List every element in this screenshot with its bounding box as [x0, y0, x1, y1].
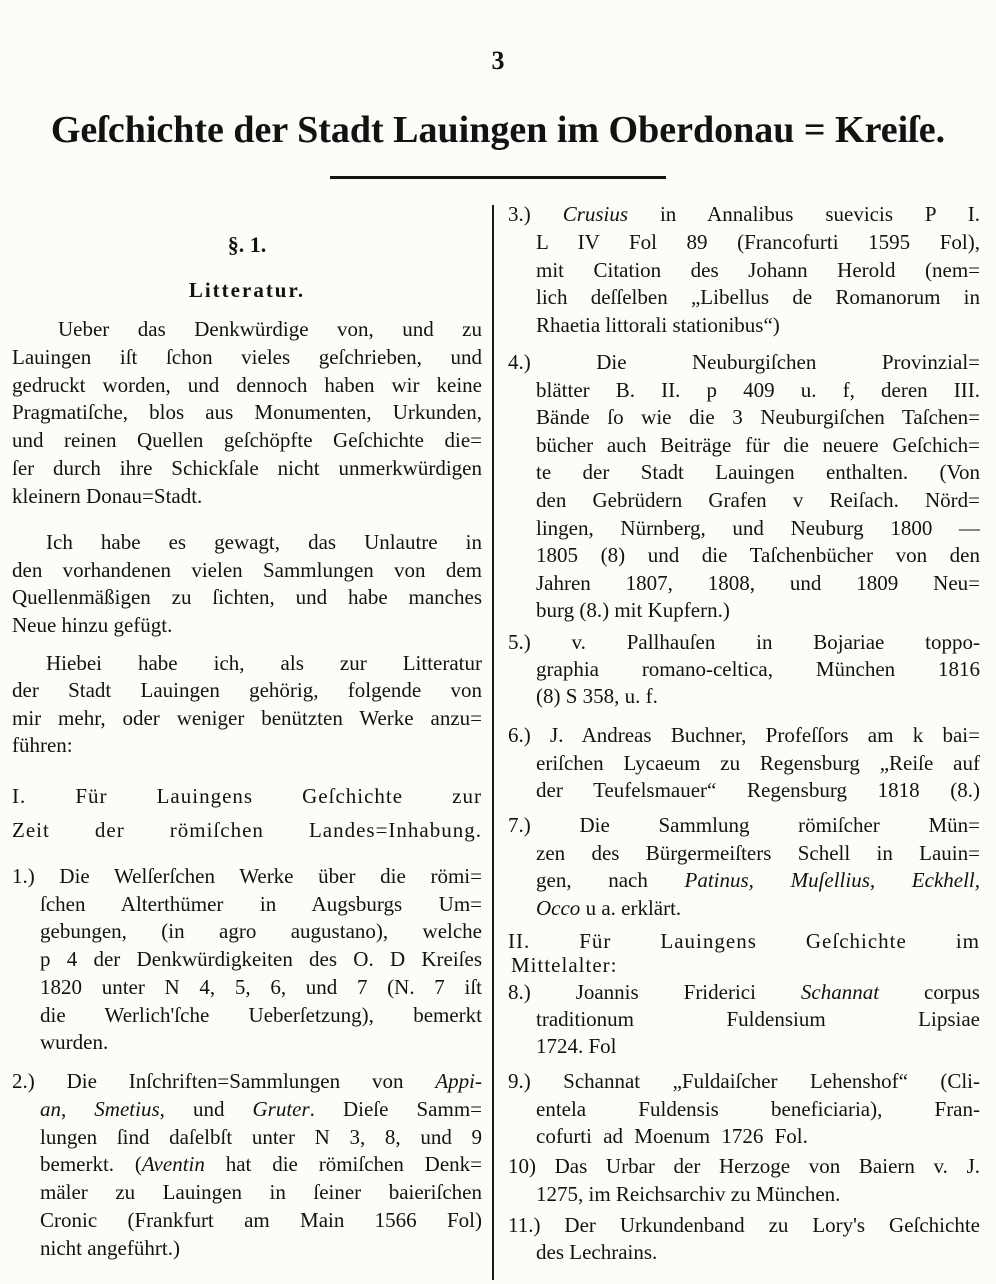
- item-line: lungen ſind daſelbſt unter N 3, 8, und 9: [40, 1124, 482, 1149]
- page-number: 3: [491, 46, 505, 75]
- item-line: des Lechrains.: [536, 1240, 658, 1264]
- paragraph-line: Hiebei habe ich, als zur Litteratur: [46, 651, 482, 675]
- item-line: 4.) Die Neuburgiſchen Provinzial=: [508, 350, 980, 374]
- item-line: 7.) Die Sammlung römiſcher Mün=: [508, 813, 980, 837]
- item-line: Bände ſo wie die 3 Neuburgiſchen Taſchen=: [536, 405, 980, 430]
- item-text: 3.): [508, 202, 563, 226]
- item-line: Rhaetia littorali stationibus“): [536, 313, 780, 337]
- item-line: wurden.: [40, 1030, 109, 1055]
- item-text: 8.) Joannis Friderici: [508, 980, 801, 1004]
- item-text: hat die römiſchen Denk=: [204, 1152, 483, 1177]
- item-line: burg (8.) mit Kupfern.): [536, 598, 730, 623]
- item-line: [12, 1068, 482, 1096]
- item-line: nicht angeführt.): [40, 1235, 180, 1260]
- title-rule: [330, 176, 666, 179]
- item-line: 6.) J. Andreas Buchner, Profeſſors am k bai=: [508, 723, 980, 747]
- paragraph-line: den vorhandenen vielen Sammlungen von dem: [12, 557, 482, 582]
- item-line: entela Fuldensis beneficiaria), Fran-: [536, 1096, 980, 1121]
- item-line: lich deſſelben „Libellus de Romanorum in: [536, 285, 980, 310]
- author-name: Occo: [536, 896, 581, 921]
- item-line: 9.) Schannat „Fuldaiſcher Lehenshof“ (Cli-: [508, 1069, 980, 1093]
- item-line: 10) Das Urbar der Herzoge von Baiern v. J.: [508, 1154, 980, 1178]
- author-name: Appi-: [435, 1069, 482, 1093]
- item-line: [508, 867, 980, 895]
- item-line: der Teufelsmauer“ Regensburg 1818 (8.): [536, 778, 980, 802]
- paragraph-line: führen:: [12, 732, 73, 757]
- item-line: [508, 201, 980, 229]
- item-text: gen, nach: [536, 868, 685, 893]
- paragraph-line: der Stadt Lauingen gehörig, folgende von: [12, 678, 482, 703]
- bibliography-item-8: [508, 979, 980, 1060]
- item-line: zen des Bürgermeiſters Schell in Lauin=: [536, 840, 980, 865]
- paragraph-line: und reinen Quellen geſchöpfte Geſchichte die=: [12, 428, 482, 453]
- medieval-heading: [508, 929, 980, 977]
- paragraph-line: Ueber das Denkwürdige von, und zu: [58, 317, 482, 341]
- column-divider: [492, 205, 494, 1280]
- bibliography-item-10: [508, 1152, 980, 1208]
- author-name: Aventin: [141, 1152, 205, 1177]
- bibliography-item-6: [508, 722, 980, 805]
- item-line: graphia romano-celtica, München 1816: [536, 657, 980, 681]
- roman-era-heading: [12, 779, 482, 847]
- item-line: Cronic (Frankfurt am Main 1566 Fol): [40, 1207, 482, 1232]
- author-name: an, Smetius: [40, 1096, 160, 1121]
- item-line: 1820 unter N 4, 5, 6, und 7 (N. 7 iſt: [40, 974, 482, 999]
- item-line: 1.) Die Welſerſchen Werke über die römi=: [12, 864, 482, 888]
- author-name: Patinus, Muſellius, Eckhell,: [684, 868, 981, 893]
- bibliography-item-1: [12, 863, 482, 1057]
- intro-paragraph: [12, 316, 482, 511]
- item-line: cofurti ad Moenum 1726 Fol.: [536, 1124, 808, 1148]
- item-line: [508, 895, 980, 923]
- paragraph-line: Pragmatiſche, blos aus Monumenten, Urkunden,: [12, 400, 482, 425]
- item-text: u a. erklärt.: [580, 896, 682, 921]
- item-line: den Gebrüdern Grafen v Reiſach. Nörd=: [536, 487, 980, 512]
- item-line: L IV Fol 89 (Francofurti 1595 Fol),: [536, 229, 980, 254]
- bibliography-item-4: [508, 349, 980, 625]
- item-text: in Annalibus suevicis P I.: [628, 202, 980, 226]
- item-line: 11.) Der Urkundenband zu Lory's Geſchichte: [508, 1213, 980, 1237]
- bibliography-item-5: [508, 629, 980, 710]
- section-mark: §. 1.: [227, 232, 267, 257]
- page-title: Geſchichte der Stadt Lauingen im Oberdonau = Kreiſe.: [50, 109, 946, 151]
- item-line: ſchen Alterthümer in Augsburgs Um=: [40, 891, 482, 916]
- item-line: gebungen, (in agro augustano), welche: [40, 919, 482, 944]
- author-name: Crusius: [562, 202, 629, 226]
- bibliography-item-9: [508, 1068, 980, 1151]
- paragraph-line: Lauingen iſt ſchon vieles geſchrieben, und: [12, 344, 482, 369]
- bibliography-item-11: [508, 1212, 980, 1266]
- item-line: Jahren 1807, 1808, und 1809 Neu=: [536, 570, 980, 595]
- item-line: lingen, Nürnberg, und Neuburg 1800 —: [536, 515, 980, 540]
- item-line: te der Stadt Lauingen enthalten. (Von: [536, 460, 980, 485]
- sources-intro-paragraph: [12, 650, 482, 759]
- item-line: eriſchen Lycaeum zu Regensburg „Reiſe auf: [536, 750, 980, 775]
- paragraph-line: Neue hinzu gefügt.: [12, 613, 173, 638]
- author-name: Gruter: [252, 1096, 310, 1121]
- item-line: 1275, im Reichsarchiv zu München.: [536, 1182, 841, 1206]
- item-line: 1724. Fol: [536, 1034, 617, 1058]
- item-line: blätter B. II. p 409 u. f, deren III.: [536, 377, 980, 402]
- heading-line: Mittelalter:: [511, 953, 618, 977]
- item-text: corpus: [879, 980, 980, 1004]
- paragraph-line: Quellenmäßigen zu ſichten, und habe manches: [12, 585, 482, 610]
- bibliography-item-7: [508, 812, 980, 923]
- item-line: [12, 1096, 482, 1124]
- item-line: [12, 1151, 482, 1179]
- item-text: 2.) Die Inſchriften=Sammlungen von: [12, 1069, 436, 1093]
- item-line: traditionum Fuldensium Lipsiae: [536, 1007, 980, 1031]
- paragraph-line: gedruckt worden, und dennoch haben wir keine: [12, 372, 482, 397]
- heading-line: II. Für Lauingens Geſchichte im: [508, 929, 980, 953]
- heading-line: Zeit der römiſchen Landes=Inhabung.: [12, 818, 482, 842]
- item-text: bemerkt. (: [40, 1152, 142, 1177]
- item-line: die Werlich'ſche Ueberſetzung), bemerkt: [40, 1002, 482, 1027]
- item-line: bücher auch Beiträge für die neuere Geſchich=: [536, 432, 980, 457]
- heading-line: I. Für Lauingens Geſchichte zur: [12, 784, 482, 808]
- item-line: p 4 der Denkwürdigkeiten des O. D Kreiſes: [40, 947, 482, 972]
- item-line: [508, 979, 980, 1006]
- item-line: (8) S 358, u. f.: [536, 684, 658, 708]
- paragraph-line: mir mehr, oder weniger benützten Werke anzu=: [12, 705, 482, 730]
- item-line: 1805 (8) und die Taſchenbücher von den: [536, 543, 980, 568]
- bibliography-item-3: [508, 201, 980, 340]
- item-text: . Dieſe Samm=: [309, 1096, 483, 1121]
- paragraph-line: Ich habe es gewagt, das Unlautre in: [46, 530, 482, 554]
- item-text: , und: [159, 1096, 253, 1121]
- item-line: mit Citation des Johann Herold (nem=: [536, 257, 980, 282]
- method-paragraph: [12, 529, 482, 640]
- section-title: Litteratur.: [188, 278, 306, 302]
- paragraph-line: kleinern Donau=Stadt.: [12, 483, 203, 508]
- author-name: Schannat: [800, 980, 880, 1004]
- item-line: mäler zu Lauingen in ſeiner baieriſchen: [40, 1180, 482, 1205]
- bibliography-item-2: [12, 1068, 482, 1263]
- item-line: 5.) v. Pallhauſen in Bojariae toppo-: [508, 630, 980, 654]
- paragraph-line: ſer durch ihre Schickſale nicht unmerkwürdigen: [12, 455, 482, 480]
